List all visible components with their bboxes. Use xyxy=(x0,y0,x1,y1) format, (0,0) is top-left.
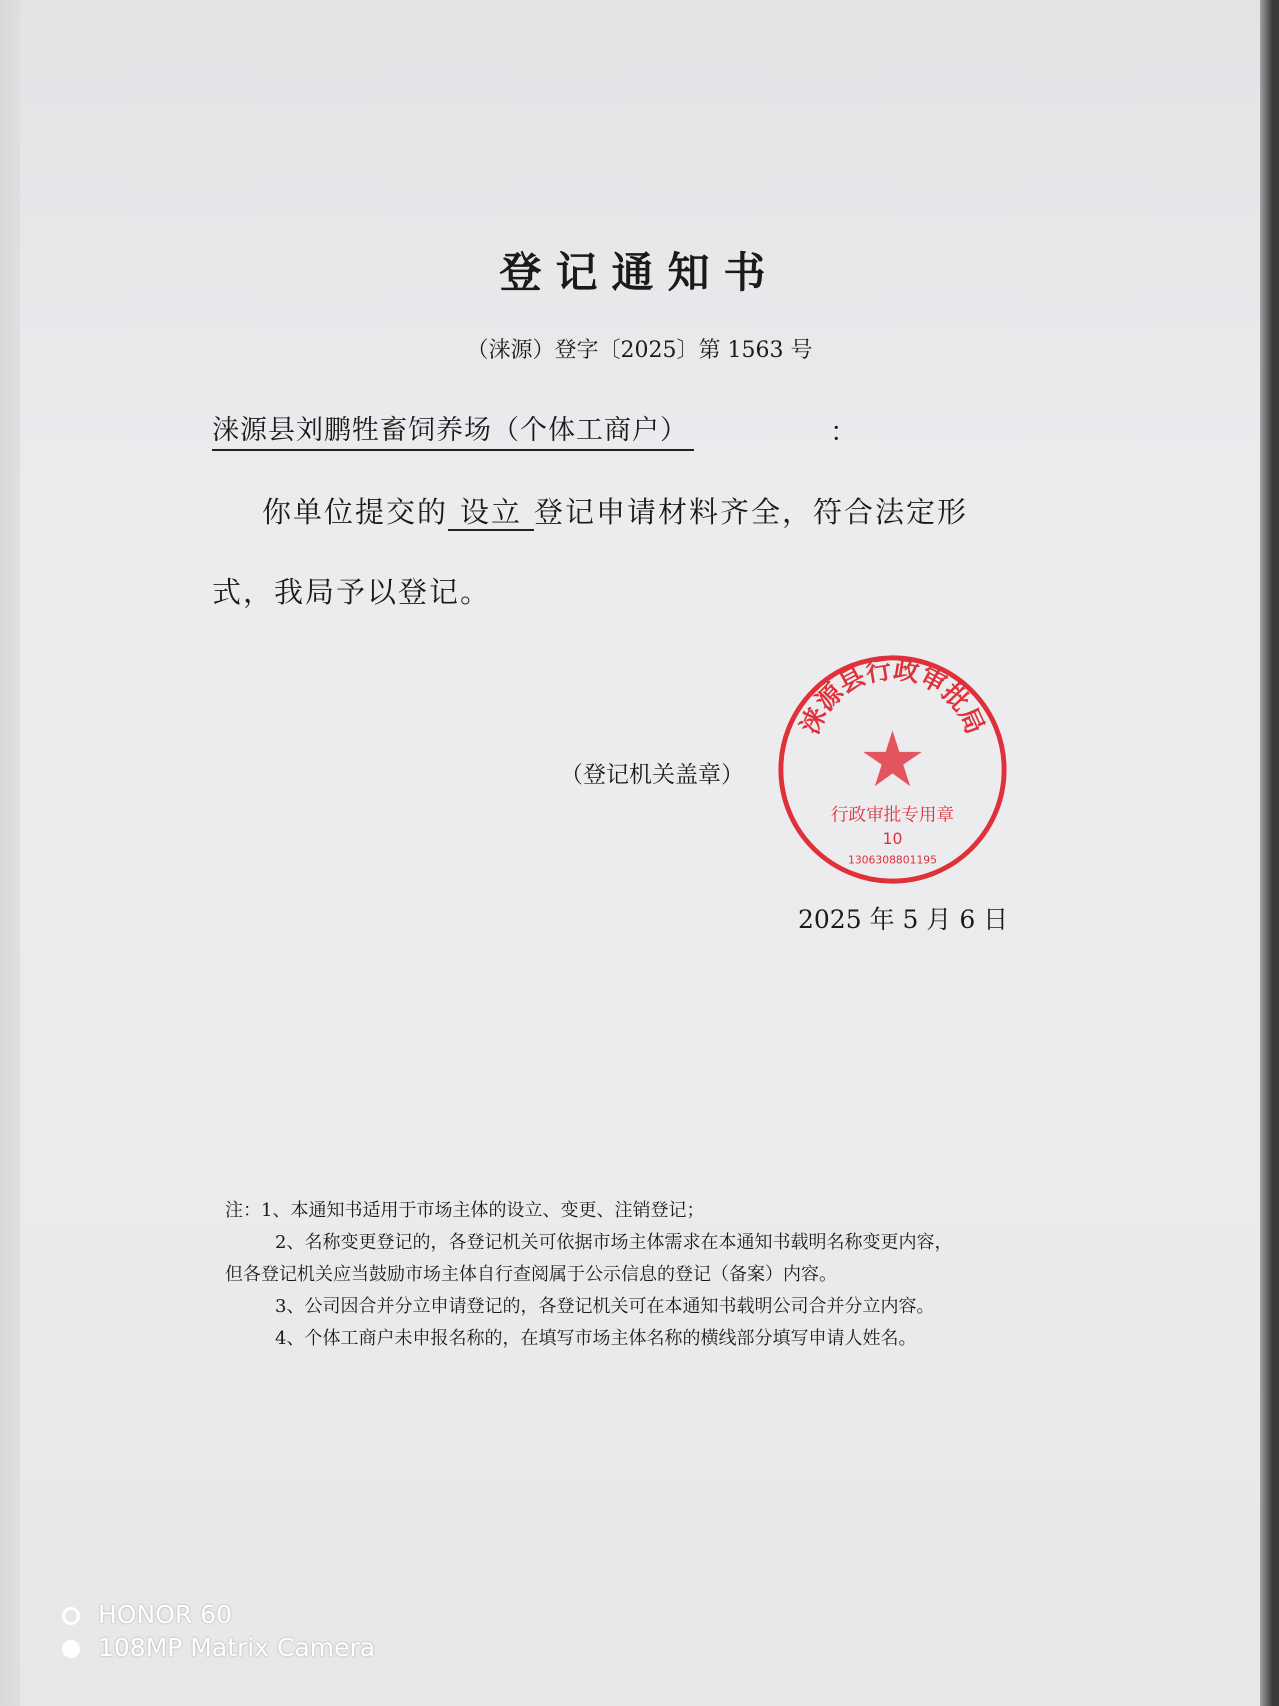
registration-type: 设立 xyxy=(448,495,534,531)
ring-icon xyxy=(62,1607,80,1625)
svg-text:涞源县行政审批局 xyxy=(795,655,990,739)
watermark-line-1: HONOR 60 xyxy=(98,1600,232,1629)
recipient-name: 涞源县刘鹏牲畜饲养场（个体工商户） xyxy=(212,408,694,451)
body-suffix: 登记申请材料齐全，符合法定形 xyxy=(534,495,969,529)
official-seal-stamp xyxy=(775,652,1010,887)
document-title: 登记通知书 xyxy=(499,248,780,297)
seal-code: 1306308801195 xyxy=(847,853,938,867)
note-2: 2、名称变更登记的，各登记机关可依据市场主体需求在本通知书载明名称变更内容， xyxy=(275,1232,953,1253)
body-prefix: 你单位提交的 xyxy=(262,495,449,529)
note-1: 注：1、本通知书适用于市场主体的设立、变更、注销登记； xyxy=(225,1200,705,1221)
document-number: （涞源）登字〔2025〕第 1563 号 xyxy=(466,338,813,363)
recipient-colon: ： xyxy=(830,417,857,448)
note-2-continued: 但各登记机关应当鼓励市场主体自行查阅属于公示信息的登记（备案）内容。 xyxy=(225,1264,837,1285)
issue-date: 2025 年 5 月 6 日 xyxy=(798,905,1009,934)
star-icon xyxy=(863,730,922,786)
seal-inner-text: 行政审批专用章 xyxy=(830,805,955,826)
body-line-2: 式，我局予以登记。 xyxy=(212,575,492,609)
camera-watermark-lens xyxy=(62,1633,375,1662)
note-3: 3、公司因合并分立申请登记的，各登记机关可在本通知书载明公司合并分立内容。 xyxy=(275,1296,935,1317)
seal-outer-text: 涞源县行政审批局 xyxy=(795,654,990,739)
notes-section xyxy=(225,1195,1065,1355)
dot-icon xyxy=(62,1640,80,1658)
note-4: 4、个体工商户未申报名称的，在填写市场主体名称的横线部分填写申请人姓名。 xyxy=(275,1328,917,1349)
watermark-line-2: 108MP Matrix Camera xyxy=(98,1633,376,1662)
camera-watermark-model xyxy=(62,1600,232,1629)
body-line-1 xyxy=(262,490,968,531)
seal-label: （登记机关盖章） xyxy=(560,762,744,788)
seal-number: 10 xyxy=(882,828,903,848)
